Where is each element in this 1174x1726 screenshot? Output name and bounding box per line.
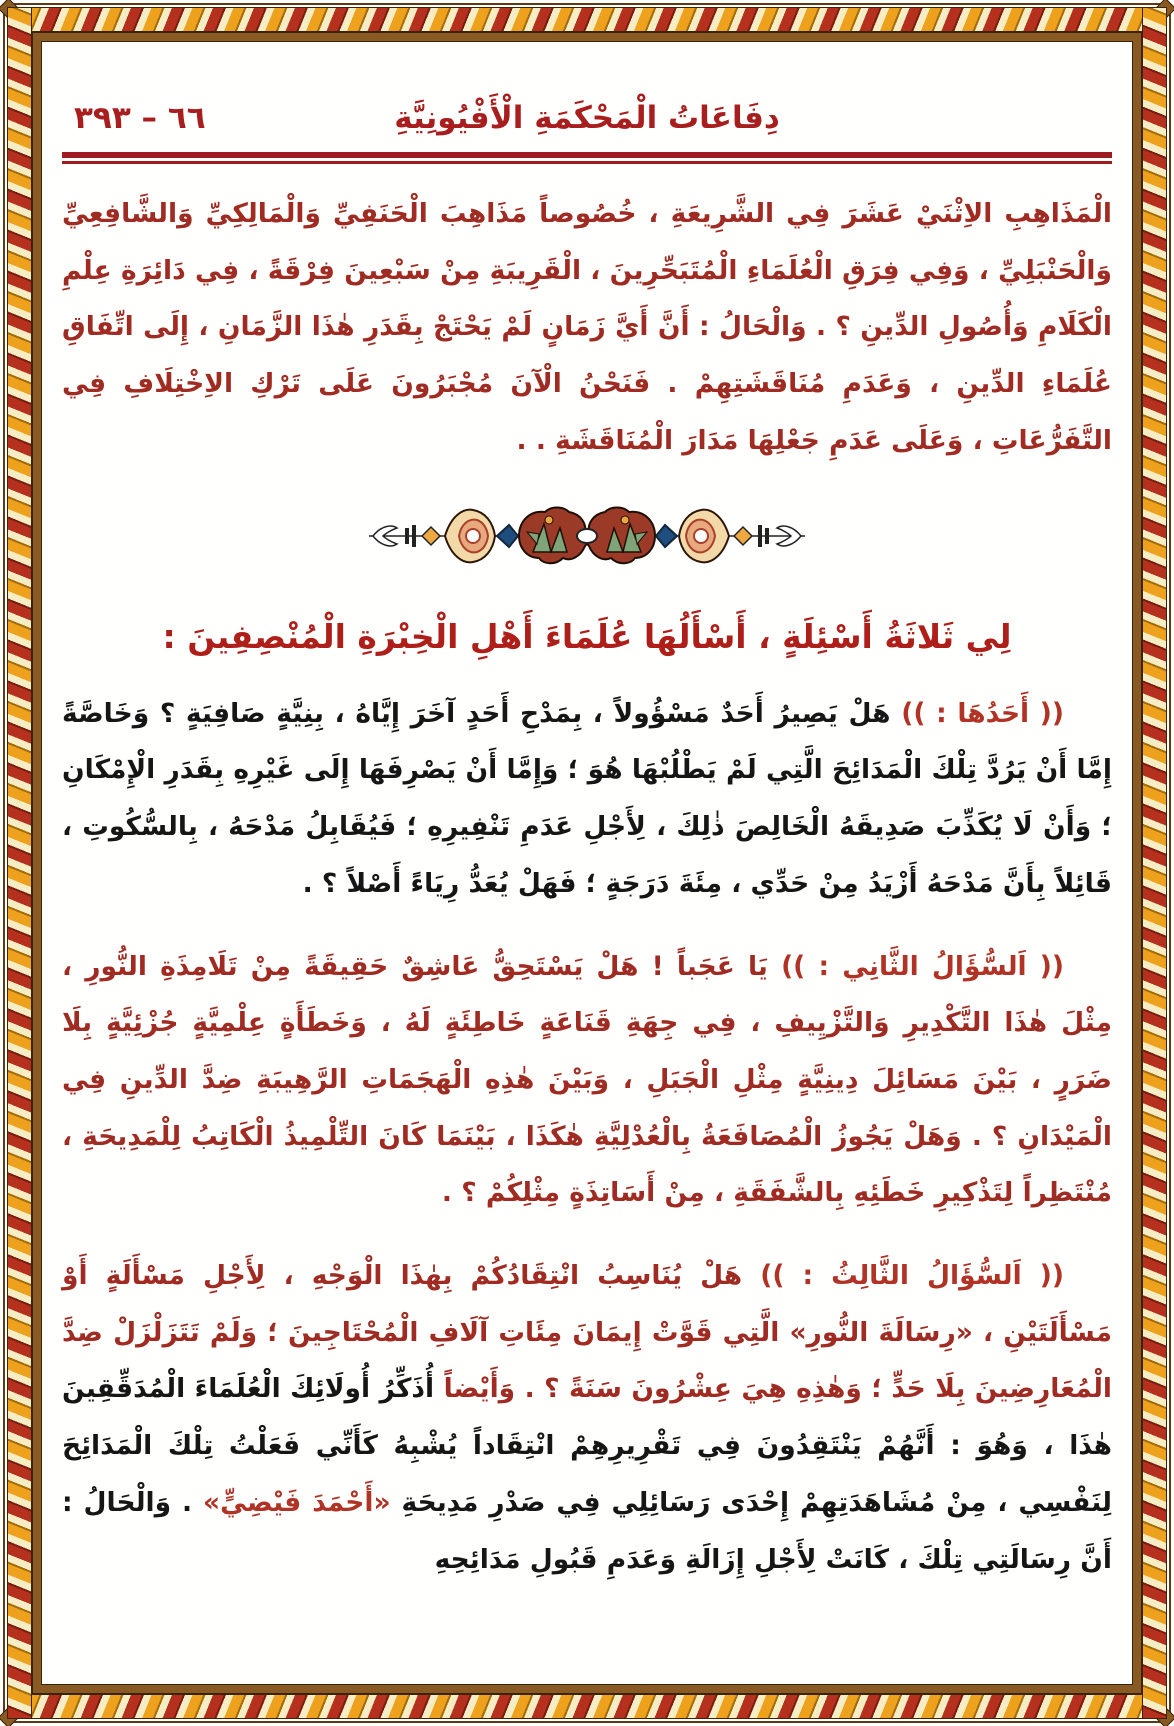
- question-3-black-body-2: . وَالْحَالُ : أَنَّ رِسَالَتِي تِلْكَ ، كَانَتْ لِأَجْلِ إِزَالَةِ وَعَدَمِ قَبُولِ مَدَائِحِهِ: [62, 1486, 1112, 1575]
- page-title: دِفَاعَاتُ الْمَحْكَمَةِ الْأَفْيُونِيَّةِ: [394, 100, 780, 136]
- intro-paragraph: الْمَذَاهِبِ الاِثْنَيْ عَشَرَ فِي الشَّرِيعَةِ ، خُصُوصاً مَذَاهِبَ الْحَنَفِيِّ وَالْمَالِكِيِّ وَالشَّافِعِيِّ وَالْحَنْبَلِيِّ ، وَفِي فِرَقِ الْعُلَمَاءِ الْمُتَبَحِّرِينَ ، الْقَرِيبَةِ مِنْ سَبْعِينَ فِرْقَةً ، فِي دَائِرَةِ عِلْمِ الْكَلَامِ وَأُصُولِ الدِّينِ ؟ . وَالْحَالُ : أَنَّ أَيَّ زَمَانٍ لَمْ يَحْتَجْ بِقَدَرِ هٰذَا الزَّمَانِ ، إِلَى اتِّفَاقِ عُلَمَاءِ الدِّينِ ، وَعَدَمِ مُنَاقَشَتِهِمْ . فَنَحْنُ الْآنَ مُجْبَرُونَ عَلَى تَرْكِ الاِخْتِلَافِ فِي التَّفَرُّعَاتِ ، وَعَلَى عَدَمِ جَعْلِهَا مَدَارَ الْمُنَاقَشَةِ . .: [62, 198, 1112, 456]
- question-1-paragraph: [62, 686, 1112, 913]
- question-3-red-body: هَلْ يُنَاسِبُ انْتِقَادُكُمْ بِهٰذَا الْوَجْهِ ، لِأَجْلِ مَسْأَلَةٍ أَوْ مَسْأَلَتَيْنِ ، «رِسَالَةَ النُّورِ» الَّتِي قَوَّتْ إِيمَانَ مِئَاتِ آلَافِ الْمُحْتَاجِينَ ؛ وَلَمْ تَتَزَلْزَلْ ضِدَّ الْمُعَارِضِينَ بِلَا حَدٍّ ؛ وَهٰذِهِ هِيَ عِشْرُونَ سَنَةً ؟ . وَأَيْضاً: [62, 1260, 1112, 1405]
- question-3-highlighted-name: «أَحْمَدَ فَيْضِيٍّ»: [203, 1486, 391, 1518]
- section-heading: لِي ثَلاثَةُ أَسْئِلَةٍ ، أَسْأَلُهَا عُلَمَاءَ أَهْلِ الْخِبْرَةِ الْمُنْصِفِينَ :: [162, 616, 1012, 656]
- question-3-paragraph: [62, 1248, 1112, 1588]
- question-3-black-body-1: أُذَكِّرُ أُولَائِكَ الْعُلَمَاءَ الْمُدَقِّقِينَ هٰذَا ، وَهُوَ : أَنَّهُمْ يَنْتَقِدُونَ فِي تَقْرِيرِهِمْ انْتِقَاداً يُشْبِهُ كَأَنِّي فَعَلْتُ تِلْكَ الْمَدَائِحَ لِنَفْسِي ، مِنْ مُشَاهَدَتِهِمْ إِحْدَى رَسَائِلِي فِي صَدْرِ مَدِيحَةِ: [62, 1373, 1113, 1518]
- page-header: [62, 70, 1112, 136]
- question-3-lead: (( اَلسُّؤَالُ الثَّالِثُ : )): [760, 1260, 1064, 1292]
- page-content: [62, 48, 1112, 1678]
- header-rule-thick: [62, 152, 1112, 158]
- border-chain-bottom: [8, 1695, 1166, 1718]
- border-chain-left: [8, 8, 31, 1718]
- question-1-body: هَلْ يَصِيرُ أَحَدٌ مَسْؤُولاً ، بِمَدْحِ أَحَدٍ آخَرَ إِيَّاهُ ، بِنِيَّةٍ صَافِيَةٍ ؟ وَخَاصَّةً إِمَّا أَنْ يَرُدَّ تِلْكَ الْمَدَائِحَ الَّتِي لَمْ يَطْلُبْهَا هُوَ ؛ وَإِمَّا أَنْ يَصْرِفَهَا إِلَى غَيْرِهِ بِقَدَرِ الْإِمْكَانِ ؛ وَأَنْ لَا يُكَذِّبَ صَدِيقَهُ الْخَالِصَ ذٰلِكَ ، لِأَجْلِ عَدَمِ تَنْفِيرِهِ ؛ فَيُقَابِلُ مَدْحَهُ ، بِالسُّكُوتِ ، قَائِلاً بِأَنَّ مَدْحَهُ أَزْيَدُ مِنْ حَدِّي ، مِئَةَ دَرَجَةٍ ؛ فَهَلْ يُعَدُّ رِيَاءً أَصْلاً ؟ .: [62, 697, 1112, 899]
- page-numbers: ٦٦ – ٣٩٣: [74, 100, 206, 136]
- ornament-divider: [62, 504, 1112, 572]
- question-2-lead: (( اَلسُّؤَالُ الثَّانِي : )): [781, 950, 1064, 982]
- border-chain-right: [1143, 8, 1166, 1718]
- border-chain-top: [8, 8, 1166, 31]
- header-rule-thin: [62, 161, 1112, 164]
- question-2-paragraph: [62, 939, 1112, 1223]
- question-2-body: يَا عَجَباً ! هَلْ يَسْتَحِقُّ عَاشِقٌ حَقِيقَةً مِنْ تَلَامِذَةِ النُّورِ ، مِثْلَ هٰذَا التَّكْدِيرِ وَالتَّزْيِيفِ ، فِي جِهَةِ قَنَاعَةٍ خَاطِئَةٍ لَهُ ، وَخَطَأَةٍ عِلْمِيَّةٍ جُزْئِيَّةٍ بِلَا ضَرَرٍ ، بَيْنَ مَسَائِلَ دِينِيَّةٍ مِثْلِ الْجَبَلِ ، وَبَيْنَ هٰذِهِ الْهَجَمَاتِ الرَّهِيبَةِ ضِدَّ الدِّينِ فِي الْمَيْدَانِ ؟ . وَهَلْ يَجُوزُ الْمُصَافَعَةُ بِالْعُدْلِيَّةِ هٰكَذَا ، بَيْنَمَا كَانَ التِّلْمِيذُ الْكَاتِبُ لِلْمَدِيحَةِ ، مُنْتَظِراً لِتَذْكِيرِ خَطَئِهِ بِالشَّفَقَةِ ، مِنْ أَسَاتِذَةٍ مِثْلِكُمْ ؟ .: [62, 950, 1112, 1209]
- question-1-lead: (( أَحَدُهَا : )): [901, 697, 1064, 729]
- floral-ornament-icon: [367, 504, 807, 568]
